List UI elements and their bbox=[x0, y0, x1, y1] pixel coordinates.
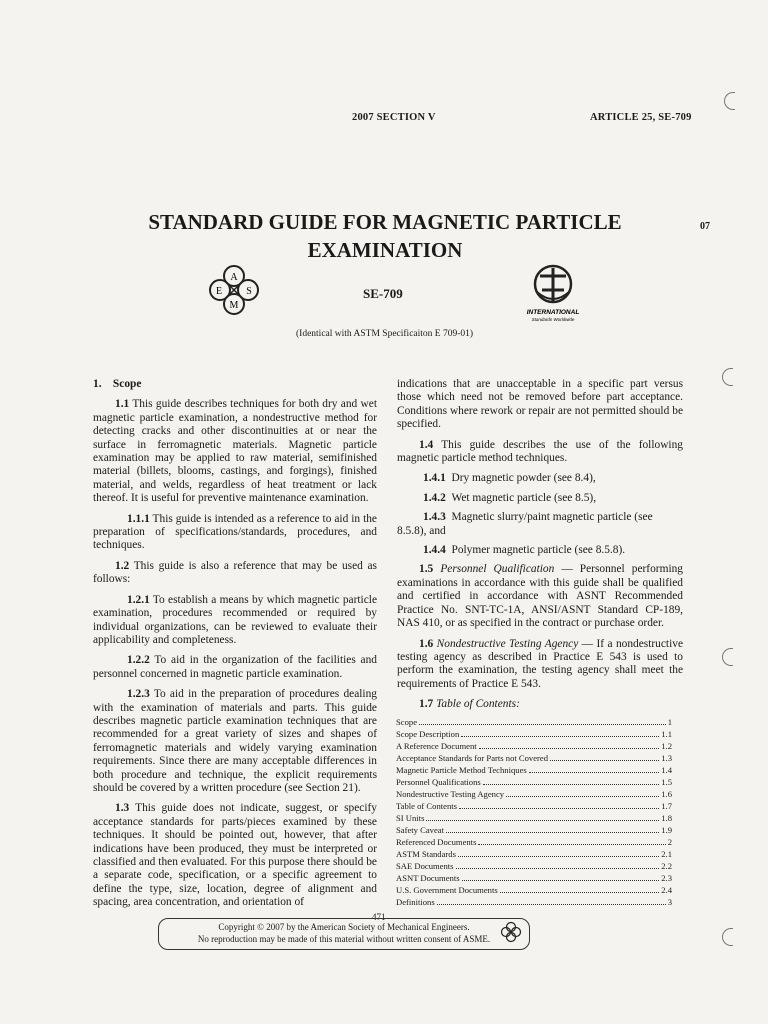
title-line-2: EXAMINATION bbox=[307, 238, 463, 262]
toc-ref: 1.2 bbox=[661, 741, 672, 751]
toc-label: U.S. Government Documents bbox=[396, 885, 498, 895]
toc-ref: 1 bbox=[667, 717, 672, 727]
toc-row bbox=[396, 860, 672, 872]
toc-row bbox=[396, 884, 672, 896]
toc-label: Scope Description bbox=[396, 729, 460, 739]
para-1-1-1: 1.1.1 This guide is intended as a reference to aid in the preparation of specifications/standards, procedures, and techniques. bbox=[93, 512, 377, 552]
toc-leader bbox=[426, 820, 659, 821]
toc-row bbox=[396, 824, 672, 836]
toc-label: Table of Contents bbox=[396, 801, 457, 811]
toc-ref: 1.4 bbox=[661, 765, 672, 775]
punch-hole-mark bbox=[722, 368, 733, 386]
toc-leader bbox=[437, 904, 666, 905]
para-1-1: 1.1 This guide describes techniques for both dry and wet magnetic particle examination, a nondestructive method for detecting cracks and other discontinuities at or near the surface in ferromagnetic materials. Magnetic particle examination may be applied to raw material, semifinished material (billets, blooms, castings, and forgings), finished material, and welds, regardless of heat treatment or lack thereof. It is useful for preventive maintenance examination. bbox=[93, 398, 377, 505]
para-1-4: 1.4 This guide describes the use of the following magnetic particle method techniques. bbox=[397, 438, 683, 465]
toc-ref: 1.7 bbox=[661, 801, 672, 811]
toc-leader bbox=[461, 736, 659, 737]
toc-leader bbox=[458, 856, 659, 857]
document-title bbox=[100, 208, 670, 264]
toc-row bbox=[396, 776, 672, 788]
toc-label: Referenced Documents bbox=[396, 837, 477, 847]
punch-hole-mark bbox=[724, 92, 735, 110]
toc-row bbox=[396, 728, 672, 740]
identical-note: (Identical with ASTM Specificaiton E 709-01) bbox=[296, 329, 474, 339]
punch-hole-mark bbox=[722, 928, 733, 946]
toc-leader bbox=[479, 748, 660, 749]
punch-hole-mark bbox=[722, 648, 733, 666]
toc-ref: 2.3 bbox=[661, 873, 672, 883]
toc-leader bbox=[462, 880, 660, 881]
running-header-article: ARTICLE 25, SE-709 bbox=[590, 112, 692, 123]
toc-ref: 1.6 bbox=[661, 789, 672, 799]
section-heading-scope: 1. Scope bbox=[93, 378, 142, 390]
para-1-2-1: 1.2.1 To establish a means by which magnetic particle examination, procedures recommended or required by individual organizations, can be reviewed to evaluate their applicability and completeness. bbox=[93, 593, 377, 646]
toc-row bbox=[396, 896, 672, 908]
toc-leader bbox=[506, 796, 659, 797]
toc-leader bbox=[478, 844, 665, 845]
toc-row bbox=[396, 872, 672, 884]
toc-label: ASNT Documents bbox=[396, 873, 460, 883]
toc-row bbox=[396, 764, 672, 776]
toc-label: ASTM Standards bbox=[396, 849, 456, 859]
astm-logo bbox=[520, 262, 586, 324]
copyright-line-2: No reproduction may be made of this material without written consent of ASME. bbox=[197, 934, 491, 944]
toc-label: Acceptance Standards for Parts not Covered bbox=[396, 753, 549, 763]
toc-leader bbox=[500, 892, 660, 893]
toc-label: SI Units bbox=[396, 813, 425, 823]
toc-row bbox=[396, 848, 672, 860]
copyright-line-1: Copyright © 2007 by the American Society of Mechanical Engineers. bbox=[218, 922, 470, 932]
asme-letter-a: A bbox=[230, 272, 238, 283]
toc-ref: 1.9 bbox=[661, 825, 672, 835]
asme-letter-s: S bbox=[246, 286, 252, 297]
toc-row bbox=[396, 812, 672, 824]
para-1-3: 1.3 This guide does not indicate, suggest, or specify acceptance standards for parts/pieces examined by these techniques. It should be pointed out, however, that after indications have been produced, they must be interpreted or classified and then evaluated. For this purpose there should be a separate code, specification, or a specific agreement to define the type, size, location, degree of alignment and spacing, area concentration, and orientation of bbox=[93, 802, 377, 909]
running-header-section: 2007 SECTION V bbox=[352, 112, 436, 123]
asme-letter-e: E bbox=[215, 286, 223, 297]
astm-sub: Standards Worldwide bbox=[531, 317, 575, 322]
toc-label: Personnel Qualifications bbox=[396, 777, 481, 787]
para-1-2: 1.2 This guide is also a reference that may be used as follows: bbox=[93, 559, 377, 586]
toc-ref: 1.8 bbox=[661, 813, 672, 823]
toc-leader bbox=[529, 772, 660, 773]
toc-label: Magnetic Particle Method Techniques bbox=[396, 765, 527, 775]
toc-label: Safety Caveat bbox=[396, 825, 444, 835]
item-1-4-1: 1.4.1 Dry magnetic powder (see 8.4), bbox=[423, 472, 596, 485]
designation: SE-709 bbox=[363, 286, 403, 301]
page-number: 471 bbox=[372, 912, 386, 922]
item-1-4-3: 1.4.3 Magnetic slurry/paint magnetic particle (see 8.5.8), and bbox=[397, 511, 653, 537]
toc-ref: 1.3 bbox=[661, 753, 672, 763]
toc-leader bbox=[419, 724, 666, 725]
toc-label: Definitions bbox=[396, 897, 435, 907]
table-of-contents bbox=[396, 716, 672, 908]
toc-row bbox=[396, 752, 672, 764]
toc-ref: 1.5 bbox=[661, 777, 672, 787]
toc-leader bbox=[456, 868, 660, 869]
astm-caption: INTERNATIONAL bbox=[526, 309, 580, 316]
item-1-4-2: 1.4.2 Wet magnetic particle (see 8.5), bbox=[423, 491, 597, 504]
toc-label: A Reference Document bbox=[396, 741, 477, 751]
left-column bbox=[93, 378, 377, 917]
toc-label: SAE Documents bbox=[396, 861, 454, 871]
toc-ref: 2 bbox=[667, 837, 672, 847]
toc-ref: 2.4 bbox=[661, 885, 672, 895]
asme-logo bbox=[206, 262, 262, 318]
toc-label: Scope bbox=[396, 717, 418, 727]
toc-row bbox=[396, 836, 672, 848]
asme-letter-m: M bbox=[229, 300, 239, 311]
para-1-2-2: 1.2.2 To aid in the organization of the facilities and personnel concerned in magnetic particle examination. bbox=[93, 654, 377, 680]
para-1-5: 1.5 Personnel Qualification — Personnel performing examinations in accordance with this guide shall be qualified and certified in accordance with ASNT Recommended Practice No. SNT-TC-1A, ANSI/ASNT Standard CP-189, NAS 410, or as specified in the contract or purchase order. bbox=[397, 563, 683, 630]
para-1-6: 1.6 Nondestructive Testing Agency — If a nondestructive testing agency as described in Practice E 543 is used to perform the examination, the testing agency shall meet the requirements of Practice E 543. bbox=[397, 637, 683, 690]
toc-row bbox=[396, 788, 672, 800]
toc-row bbox=[396, 716, 672, 728]
copyright-box bbox=[158, 918, 530, 950]
toc-row bbox=[396, 800, 672, 812]
asme-small-logo bbox=[500, 921, 522, 943]
toc-leader bbox=[446, 832, 659, 833]
toc-label: Nondestructive Testing Agency bbox=[396, 789, 505, 799]
title-line-1: STANDARD GUIDE FOR MAGNETIC PARTICLE bbox=[148, 210, 622, 234]
revision-mark: 07 bbox=[700, 221, 710, 232]
para-1-7: 1.7 Table of Contents: bbox=[419, 698, 520, 711]
para-1-2-3: 1.2.3 To aid in the preparation of procedures dealing with the examination of materials and parts. This guide describes magnetic particle examination techniques that are recommended for a great variety of sizes and shapes of ferromagnetic materials and widely varying examination requirements. Since there are many acceptable differences in both procedure and technique, the explicit requirements should be covered by a written procedure (see Section 21). bbox=[93, 688, 377, 794]
toc-row bbox=[396, 740, 672, 752]
right-column bbox=[397, 378, 683, 719]
toc-leader bbox=[459, 808, 659, 809]
para-1-3-continued: indications that are unacceptable in a specific part versus those which need not be removed before part acceptance. Conditions where rework or repair are not permitted should be specified. bbox=[397, 378, 683, 431]
toc-leader bbox=[483, 784, 660, 785]
toc-ref: 3 bbox=[667, 897, 672, 907]
item-1-4-4: 1.4.4 Polymer magnetic particle (see 8.5.8). bbox=[423, 544, 626, 557]
toc-ref: 1.1 bbox=[661, 729, 672, 739]
toc-ref: 2.2 bbox=[661, 861, 672, 871]
toc-leader bbox=[550, 760, 659, 761]
toc-ref: 2.1 bbox=[661, 849, 672, 859]
